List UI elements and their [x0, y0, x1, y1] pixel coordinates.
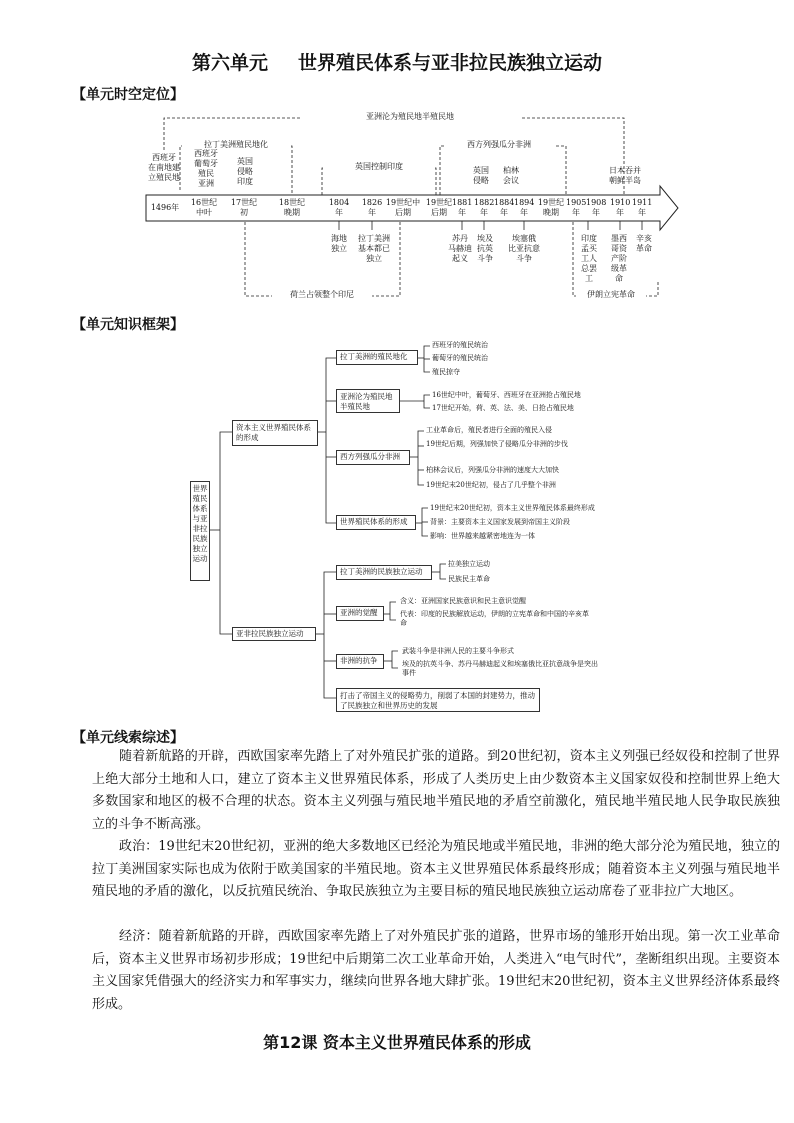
summary-paragraph-economy: 经济：随着新航路的开辟，西欧国家率先踏上了对外殖民扩张的道路，世界市场的雏形开始出现。第一次工业革命后，资本主义世界市场初步形成；19世纪中后期第二次工业革命开始，人类进入“电气时代”，垄断组织出现。主要资本主义国家凭借强大的经济实力和军事实力，继续向世界各地大肆扩张。19世纪末20世纪初，资本主义世界经济体系最终形成。	[92, 929, 780, 1012]
tick-1882: 1882 年	[474, 198, 495, 217]
tick-19c-mid-late: 19世纪中 后期	[385, 198, 421, 217]
framework-branch-colonial-system: 资本主义世界殖民体系的形成	[232, 420, 318, 446]
tick-19c-late: 19世纪 后期	[425, 198, 453, 217]
timeline-latin-span-label: 拉丁美洲殖民地化	[182, 140, 290, 150]
leaf-africa-berlin: 柏林会议后，列强瓜分非洲的速度大大加快	[426, 466, 559, 474]
node-asia-colonized: 亚洲沦为殖民地半殖民地	[336, 389, 400, 413]
leaf-system-impact: 影响：世界越来越紧密地连为一体	[430, 532, 535, 540]
node-colonial-system-formed: 世界殖民体系的形成	[336, 515, 416, 530]
leaf-asia-16c: 16世纪中叶，葡萄牙、西班牙在亚洲抢占殖民地	[432, 391, 581, 399]
leaf-portugal-rule: 葡萄牙的殖民统治	[432, 354, 488, 362]
tick-16c-mid: 16世纪 中叶	[190, 198, 218, 217]
tick-19c-very-late: 19世纪 晚期	[537, 198, 565, 217]
framework-branch-independence: 亚非拉民族独立运动	[232, 627, 316, 641]
node-significance: 打击了帝国主义的侵略势力，削弱了本国的封建势力，推动了民族独立和世界历史的发展	[336, 688, 540, 712]
node-asia-awakening: 亚洲的觉醒	[336, 606, 384, 621]
event-sudan-mahdi: 苏丹 马赫迪 起义	[448, 234, 472, 263]
timeline-heading: 【单元时空定位】	[72, 87, 184, 103]
tick-1905: 1905 年	[566, 198, 587, 217]
leaf-africa-industrial: 工业革命后，殖民者进行全面的殖民入侵	[426, 426, 552, 434]
unit-name: 世界殖民体系与亚非拉民族独立运动	[298, 52, 603, 74]
event-ethiopia-resistance: 埃塞俄 比亚抗意 斗争	[508, 234, 540, 263]
event-iran-revolution: 伊朗立宪革命	[576, 290, 646, 300]
tick-1910: 1910 年	[610, 198, 631, 217]
tick-1881: 1881 年	[452, 198, 473, 217]
event-haiti-independence: 海地 独立	[331, 234, 347, 253]
leaf-system-formed: 19世纪末20世纪初，资本主义世界殖民体系最终形成	[430, 504, 595, 512]
leaf-plunder: 殖民掠夺	[432, 368, 460, 376]
tick-1826: 1826 年	[361, 198, 383, 217]
lesson-title: 第12课 资本主义世界殖民体系的形成	[263, 1033, 531, 1052]
node-latin-colonization: 拉丁美洲的殖民地化	[336, 350, 418, 365]
event-britain-invade-india: 英国 侵略 印度	[237, 157, 253, 186]
leaf-spain-rule: 西班牙的殖民统治	[432, 341, 488, 349]
summary-heading: 【单元线索综述】	[72, 730, 184, 746]
tick-1884: 1884 年	[494, 198, 515, 217]
framework-heading: 【单元知识框架】	[72, 317, 184, 333]
framework-root: 世界殖民体系与亚非拉民族独立运动	[190, 481, 210, 581]
summary-paragraph-intro: 随着新航路的开辟，西欧国家率先踏上了对外殖民扩张的道路。到20世纪初，资本主义列强已经奴役和控制了世界上绝大部分土地和人口，建立了资本主义世界殖民体系，形成了人类历史上由少数资本主义国家奴役和控制世界上绝大多数国家和地区的极不合理的状态。资本主义列强与殖民地半殖民地的矛盾空前激化，殖民地半殖民地人民争取民族独立的斗争不断高涨。	[92, 749, 780, 832]
tick-1894: 1894 年	[514, 198, 535, 217]
timeline-india-control-label: 英国控制印度	[323, 162, 435, 172]
event-latin-independence: 拉丁美洲 基本都已 独立	[358, 234, 390, 263]
event-spain-portugal: 西班牙 葡萄牙 殖民 亚洲	[194, 149, 218, 188]
event-spain-colony: 西班牙 在南地建 立殖民地	[148, 153, 180, 182]
node-africa-partition: 西方列强瓜分非洲	[336, 450, 410, 465]
event-xinhai-revolution: 辛亥 革命	[636, 234, 652, 253]
unit-number: 第六单元	[191, 52, 268, 74]
tick-1911: 1911 年	[632, 198, 653, 217]
tick-1908: 1908 年	[586, 198, 607, 217]
tick-1804: 1804 年	[328, 198, 350, 217]
tick-17c-early: 17世纪 初	[230, 198, 258, 217]
event-japan-korea: 日本吞并 朝鲜半岛	[609, 166, 641, 185]
leaf-africa-20c: 19世纪末20世纪初，侵占了几乎整个非洲	[426, 481, 556, 489]
leaf-latin-democratic: 民族民主革命	[448, 575, 490, 583]
leaf-asia-examples: 代表：印度的民族解放运动，伊朗的立宪革命和中国的辛亥革命	[400, 610, 589, 627]
event-egypt-resistance: 埃及 抗英 斗争	[477, 234, 493, 263]
event-berlin-conference: 柏林 会议	[503, 166, 519, 185]
event-dutch-indonesia: 荷兰占领整个印尼	[272, 290, 372, 300]
leaf-asia-17c: 17世纪开始，荷、英、法、美、日抢占殖民地	[432, 404, 574, 412]
leaf-africa-19c-late: 19世纪后期，列强加快了侵略瓜分非洲的步伐	[426, 440, 568, 448]
leaf-africa-armed: 武装斗争是非洲人民的主要斗争形式	[402, 647, 514, 655]
tick-18c-late: 18世纪 晚期	[278, 198, 306, 217]
leaf-system-background: 背景：主要资本主义国家发展到帝国主义阶段	[430, 518, 570, 526]
node-latin-independence: 拉丁美洲的民族独立运动	[336, 565, 432, 580]
leaf-latin-indep: 拉美独立运动	[448, 560, 490, 568]
event-india-strike: 印度 孟买 工人 总罢 工	[581, 234, 597, 283]
leaf-asia-meaning: 含义：亚洲国家民族意识和民主意识觉醒	[400, 597, 526, 605]
leaf-africa-events: 埃及的抗英斗争、苏丹马赫迪起义和埃塞俄比亚抗意战争是突出事件	[402, 660, 598, 677]
timeline-asia-span-label: 亚洲沦为殖民地半殖民地	[300, 112, 520, 122]
summary-paragraph-politics: 政治：19世纪末20世纪初，亚洲的绝大多数地区已经沦为殖民地或半殖民地，非洲的绝大部分沦为殖民地，独立的拉丁美洲国家实际也成为依附于欧美国家的半殖民地。资本主义世界殖民体系最终形成；随着资本主义列强与殖民地半殖民地的矛盾的激化，以反抗殖民统治、争取民族独立为主要目标的殖民地民族独立运动席卷了亚非拉广大地区。	[92, 839, 780, 900]
timeline-africa-span-label: 西方列强瓜分非洲	[444, 140, 554, 150]
event-mexico-revolution: 墨西 哥资 产阶 级革 命	[611, 234, 627, 283]
tick-1496: 1496年	[150, 203, 180, 212]
event-britain-invade-egypt: 英国 侵略	[473, 166, 489, 185]
node-africa-resistance: 非洲的抗争	[336, 654, 384, 669]
